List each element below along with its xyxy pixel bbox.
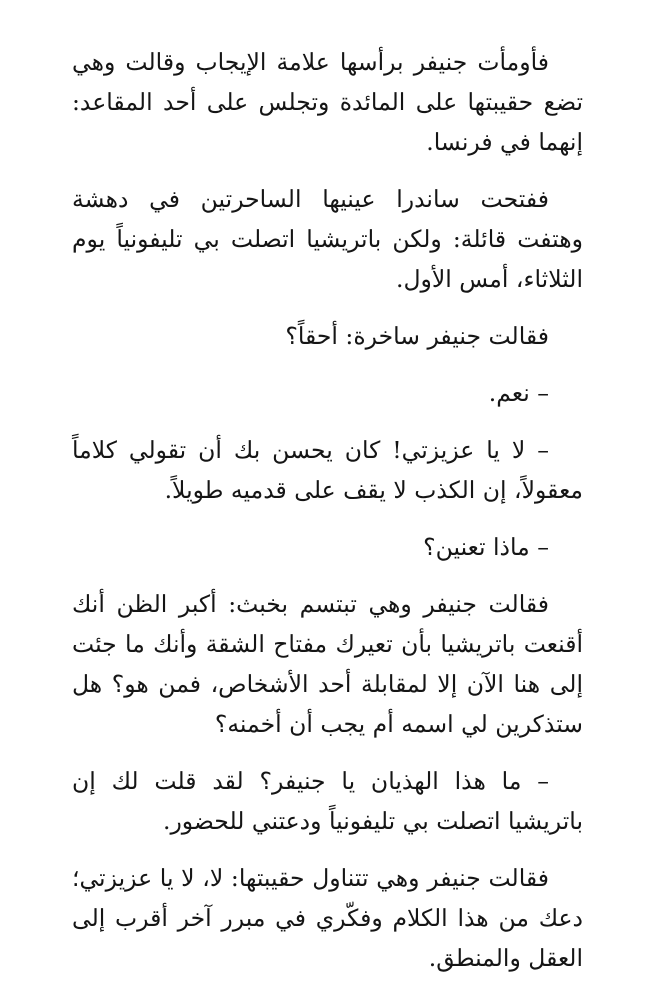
paragraph-1: فأومأت جنيفر برأسها علامة الإيجاب وقالت وهي تضع حقيبتها على المائدة وتجلس على أحد المقاعد: إنهما في فرنسا. — [72, 48, 583, 156]
paragraph-7: فقالت جنيفر وهي تبتسم بخبث: أكبر الظن أنك أقنعت باتريشيا بأن تعيرك مفتاح الشقة وأنك ما جئت إلى هنا الآن إلا لمقابلة أحد الأشخاص، فمن هو؟ هل ستذكرين لي اسمه أم يجب أن أخمنه؟ — [72, 590, 583, 738]
paragraph-3: فقالت جنيفر ساخرة: أحقاً؟ — [285, 322, 549, 350]
book-page — [72, 42, 583, 995]
paragraph-5: – لا يا عزيزتي! كان يحسن بك أن تقولي كلاماً معقولاً، إن الكذب لا يقف على قدميه طويلاً. — [72, 436, 583, 504]
paragraph-9: فقالت جنيفر وهي تتناول حقيبتها: لا، لا يا عزيزتي؛ دعك من هذا الكلام وفكّري في مبرر آخر أقرب إلى العقل والمنطق. — [72, 864, 583, 972]
paragraph-8: – ما هذا الهذيان يا جنيفر؟ لقد قلت لك إن باتريشيا اتصلت بي تليفونياً ودعتني للحضور. — [72, 767, 583, 835]
paragraph-4: – نعم. — [488, 379, 549, 407]
paragraph-6: – ماذا تعنين؟ — [423, 533, 549, 561]
paragraph-2: ففتحت ساندرا عينيها الساحرتين في دهشة وهتفت قائلة: ولكن باتريشيا اتصلت بي تليفونياً يوم الثلاثاء، أمس الأول. — [72, 185, 583, 293]
